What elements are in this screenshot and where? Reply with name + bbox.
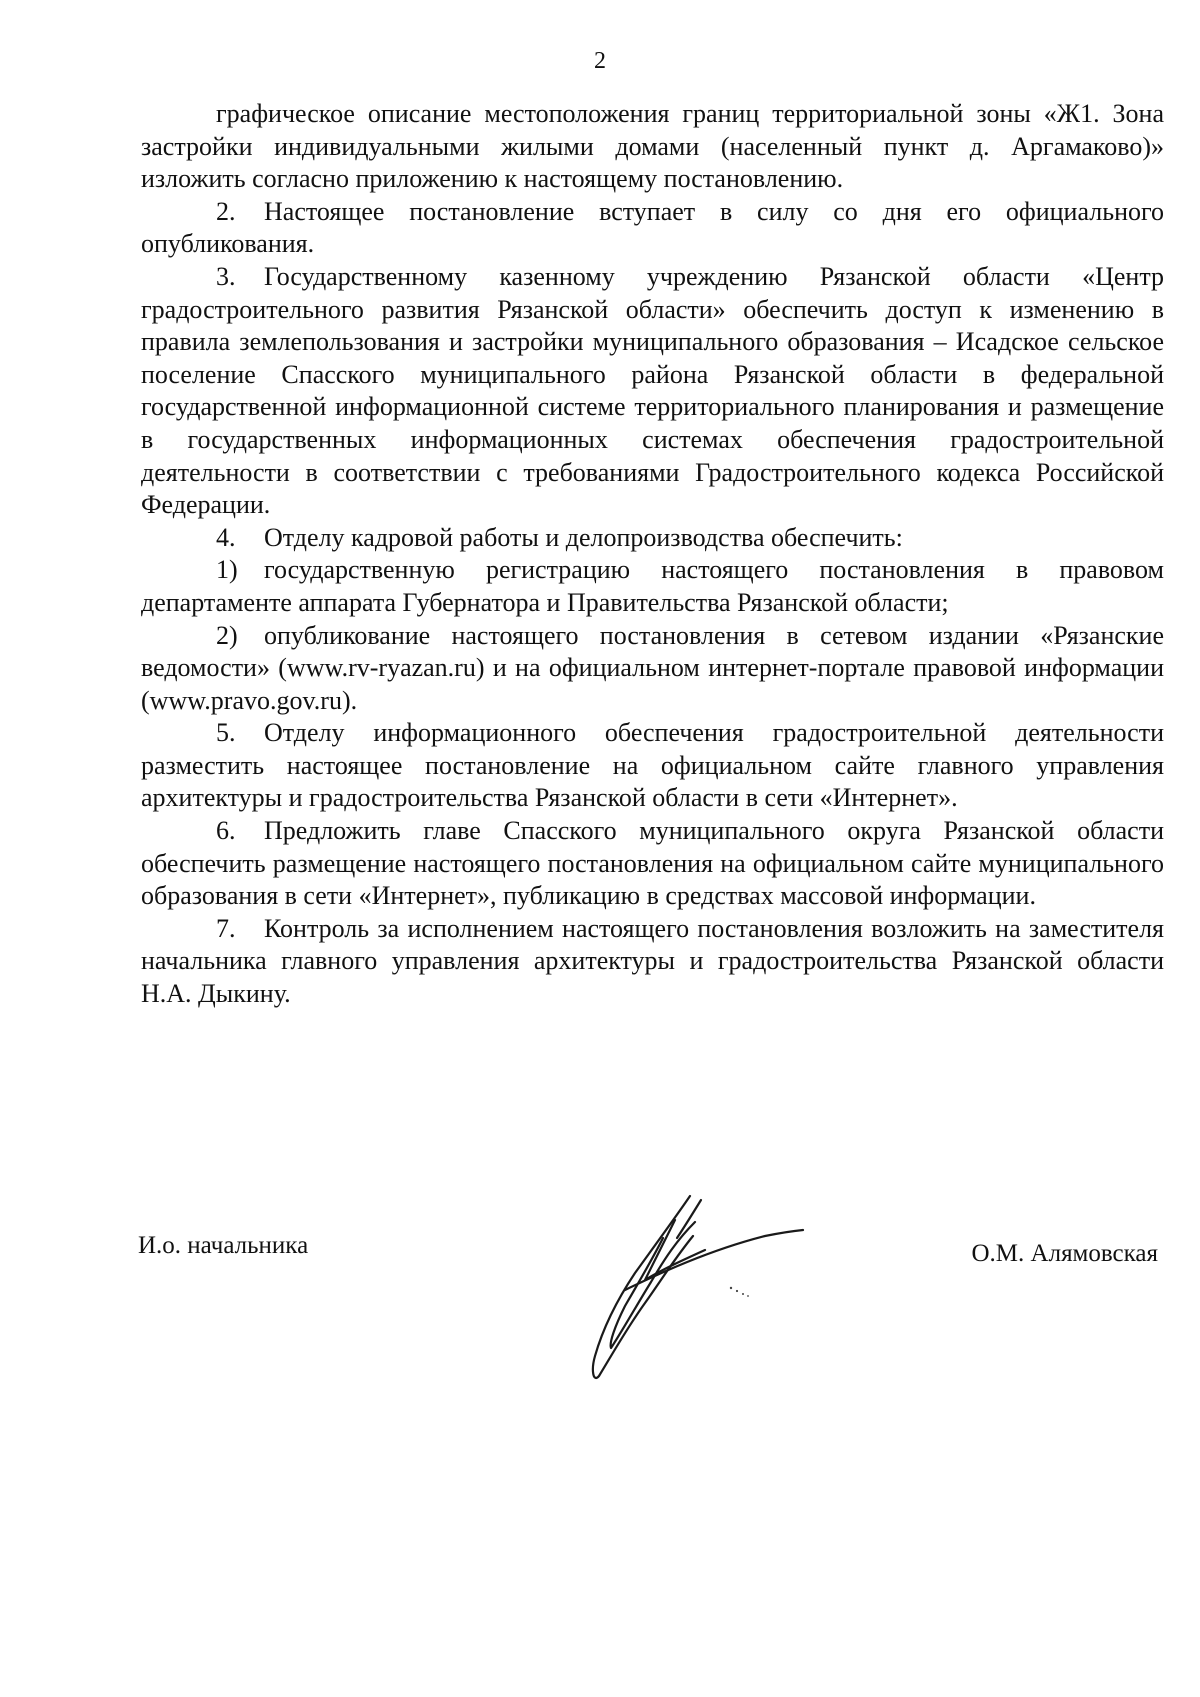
handwritten-signature (565, 1178, 825, 1393)
paragraph-text: Отделу кадровой работы и делопроизводства обеспечить: (264, 522, 903, 552)
signatory-name: О.М. Алямовская (971, 1240, 1158, 1267)
paragraph-5 (141, 717, 1164, 815)
paragraph-text: Предложить главе Спасского муниципального округа Рязанской области обеспечить размещение настоящего постановления на официальном сайте муниципального образования в сети «Интернет», публикацию в средствах массовой информации. (141, 816, 1164, 911)
paragraph-number: 4. (216, 522, 236, 552)
paragraph-number: 6. (216, 816, 236, 846)
paragraph-text: опубликование настоящего постановления в сетевом издании «Рязанские ведомости» (www.rv-ryazan.ru) и на официальном интернет-портале правовой информации (www.pravo.gov.ru). (141, 620, 1164, 715)
paragraph-text: Государственному казенному учреждению Рязанской области «Центр градостроительного развития Рязанской области» обеспечить доступ к изменению в правила землепользования и застройки муниципального образования – Исадское сельское поселение Спасского муниципального района Рязанской области в федеральной государственной информационной системе территориального планирования и размещение в государственных информационных системах обеспечения градостроительной деятельности в соответствии с требованиями Градостроительного кодекса Российской Федерации. (141, 261, 1164, 520)
subparagraph-4-2 (141, 620, 1164, 718)
paragraph-number: 1) (216, 555, 238, 585)
signatory-title: И.о. начальника (138, 1232, 309, 1259)
paragraph-number: 7. (216, 913, 236, 943)
paragraph-text: Контроль за исполнением настоящего постановления возложить на заместителя начальника главного управления архитектуры и градостроительства Рязанской области Н.А. Дыкину. (141, 913, 1164, 1009)
paragraph-1-continuation (141, 98, 1164, 196)
paragraph-4 (141, 522, 1164, 555)
paragraph-text: Отделу информационного обеспечения градостроительной деятельности разместить настоящее постановление на официальном сайте главного управления архитектуры и градостроительства Рязанской области в сети «Интернет». (141, 718, 1164, 813)
paragraph-text: графическое описание местоположения границ территориальной зоны «Ж1. Зона застройки индивидуальными жилыми домами (населенный пункт д. Аргамаково)» изложить согласно приложению к настоящему постановлению. (141, 99, 1164, 194)
paragraph-number: 5. (216, 718, 236, 748)
paragraph-2 (141, 196, 1164, 261)
paragraph-3 (141, 261, 1164, 522)
paragraph-text: Настоящее постановление вступает в силу со дня его официального опубликования. (141, 196, 1164, 259)
document-body (141, 98, 1164, 1011)
paragraph-number: 2. (216, 196, 236, 226)
paragraph-number: 2) (216, 620, 238, 650)
paragraph-number: 3. (216, 261, 236, 291)
paragraph-6 (141, 815, 1164, 913)
page-number: 2 (594, 48, 606, 74)
paragraph-7 (141, 913, 1164, 1011)
paragraph-text: государственную регистрацию настоящего постановления в правовом департаменте аппарата Губернатора и Правительства Рязанской области; (141, 555, 1164, 617)
subparagraph-4-1 (141, 554, 1164, 619)
